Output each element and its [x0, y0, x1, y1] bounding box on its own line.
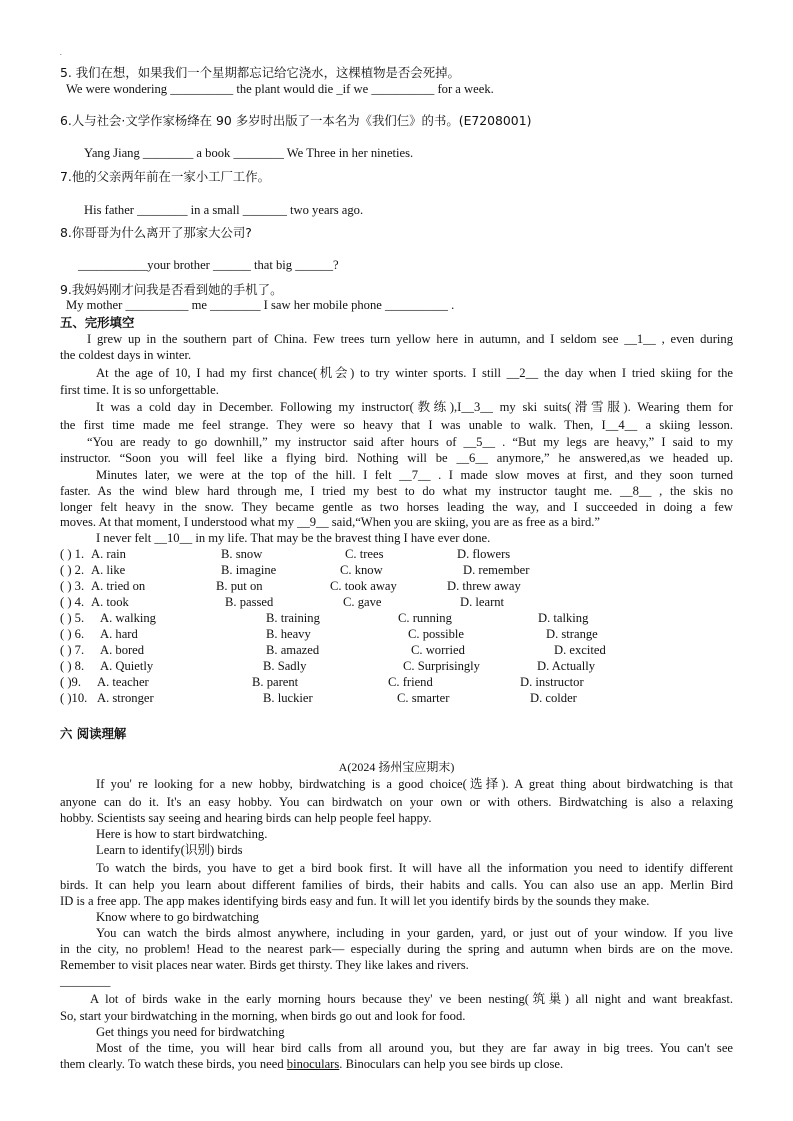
option-b: B. passed — [225, 595, 274, 609]
translation-7-chinese: 7.他的父亲两年前在一家小工厂工作。 — [60, 169, 271, 184]
option-d: D. excited — [554, 643, 606, 657]
passage-subheading: Learn to identify(识别) birds — [96, 843, 243, 857]
passage-line: anyone can do it. It's an easy hobby. You can birdwatch on your own or with others. Birdwatching is also a relaxing — [60, 795, 733, 809]
option-a: A. hard — [100, 627, 138, 641]
option-a: A. walking — [100, 611, 156, 625]
option-c: C. know — [340, 563, 383, 577]
option-number: ( ) 5. — [60, 611, 85, 625]
option-c: C. took away — [330, 579, 397, 593]
passage-line: So, start your birdwatching in the morning, when birds go out and look for food. — [60, 1009, 466, 1023]
option-d: D. instructor — [520, 675, 584, 689]
option-a: A. stronger — [97, 691, 154, 705]
cloze-paragraph-line: At the age of 10, I had my first chance(机会) to try winter sports. I still __2__ the day when I tried skiing for the — [96, 366, 733, 380]
cloze-paragraph-line: faster. As the wind blew hard through me, I tried my best to do what my instructor taught me. __8__ , the skis no — [60, 484, 733, 498]
translation-9-english: My mother __________ me ________ I saw her mobile phone __________ . — [66, 298, 455, 312]
option-c: C. worried — [411, 643, 465, 657]
option-b: B. snow — [221, 547, 263, 561]
translation-8-chinese: 8.你哥哥为什么离开了那家大公司? — [60, 225, 252, 240]
cloze-paragraph-line: the first time made me feel strange. They were so heavy that I was unable to walk. Then, I__4__ a skiing lesson. — [60, 418, 733, 432]
translation-9-chinese: 9.我妈妈刚才问我是否看到她的手机了。 — [60, 282, 283, 297]
passage-line: hobby. Scientists say seeing and hearing birds can help people feel happy. — [60, 811, 432, 825]
page-mark: . — [60, 49, 62, 57]
option-a: A. like — [91, 563, 126, 577]
option-d: D. remember — [463, 563, 530, 577]
option-c: C. gave — [343, 595, 382, 609]
cloze-paragraph-line: first time. It is so unforgettable. — [60, 383, 219, 397]
passage-line: in the city, no problem! Head to the nearest park— especially during the spring and autumn when birds are on the move. — [60, 942, 733, 956]
passage-blank: ________ — [60, 974, 111, 988]
passage-title: A(2024 扬州宝应期末) — [338, 760, 455, 774]
passage-line: If you' re looking for a new hobby, birdwatching is a good choice(选择). A great thing about birdwatching is that — [96, 777, 733, 791]
option-c: C. friend — [388, 675, 433, 689]
translation-6-chinese: 6.人与社会·文学作家杨绛在 90 多岁时出版了一本名为《我们仨》的书。(E7208001) — [60, 113, 532, 128]
passage-line: Here is how to start birdwatching. — [96, 827, 268, 841]
option-b: B. imagine — [221, 563, 277, 577]
option-a: A. tried on — [91, 579, 146, 593]
option-c: C. trees — [345, 547, 384, 561]
translation-5-chinese: 5. 我们在想，如果我们一个星期都忘记给它浇水，这棵植物是否会死掉。 — [60, 65, 460, 80]
option-number: ( ) 3. — [60, 579, 85, 593]
option-c: C. Surprisingly — [403, 659, 480, 673]
passage-subheading: Know where to go birdwatching — [96, 910, 259, 924]
option-a: A. rain — [91, 547, 126, 561]
passage-line — [60, 1057, 563, 1072]
option-c: C. running — [398, 611, 452, 625]
option-d: D. colder — [530, 691, 577, 705]
option-d: D. threw away — [447, 579, 521, 593]
option-b: B. Sadly — [263, 659, 307, 673]
translation-6-english: Yang Jiang ________ a book ________ We Three in her nineties. — [84, 146, 414, 160]
option-d: D. strange — [546, 627, 598, 641]
option-number: ( )10. — [60, 691, 88, 705]
passage-text: them clearly. To watch these birds, you need — [60, 1057, 287, 1071]
option-b: B. luckier — [263, 691, 313, 705]
option-b: B. training — [266, 611, 320, 625]
cloze-paragraph-line: I never felt __10__ in my life. That may be the bravest thing I have ever done. — [96, 531, 491, 545]
translation-7-english: His father ________ in a small _______ two years ago. — [84, 203, 364, 217]
option-number: ( ) 4. — [60, 595, 85, 609]
passage-line: A lot of birds wake in the early morning hours because they' ve been nesting(筑巢) all night and want breakfast. — [90, 992, 733, 1006]
option-number: ( ) 6. — [60, 627, 85, 641]
option-b: B. heavy — [266, 627, 311, 641]
passage-subheading: Get things you need for birdwatching — [96, 1025, 285, 1039]
option-d: D. learnt — [460, 595, 505, 609]
cloze-paragraph-line: Minutes later, we were at the top of the hill. I felt __7__ . I made slow moves at first, and they soon turned — [96, 468, 733, 482]
option-number: ( ) 1. — [60, 547, 85, 561]
passage-line: Remember to visit places near water. Birds get thirsty. They like lakes and rivers. — [60, 958, 469, 972]
cloze-paragraph-line: I grew up in the southern part of China. Few trees turn yellow here in autumn, and I seldom see __1__ , even during — [87, 332, 733, 346]
passage-line: birds. It can help you learn about different families of birds, their habits and calls. You can also use an app. Merlin Bird — [60, 878, 733, 892]
cloze-paragraph-line: longer felt heavy in the snow. They became gentle as two horses leading the way, and I succeeded in doing a few — [60, 500, 733, 514]
passage-line: To watch the birds, you have to get a bird book first. It will have all the information you need to identify different — [96, 861, 733, 875]
translation-8-english: ___________your brother ______ that big ______? — [78, 258, 339, 272]
cloze-heading: 五、完形填空 — [60, 315, 135, 330]
option-a: A. took — [91, 595, 129, 609]
cloze-paragraph-line: It was a cold day in December. Following my instructor(教练),I__3__ my ski suits(滑雪服). Wearing them for — [96, 400, 733, 414]
option-b: B. amazed — [266, 643, 320, 657]
option-number: ( ) 7. — [60, 643, 85, 657]
passage-line: ID is a free app. The app makes identifying birds easy and fun. It will let you identify birds by the sounds they make. — [60, 894, 650, 908]
underlined-word: binoculars — [286, 1057, 340, 1071]
option-number: ( )9. — [60, 675, 81, 689]
option-a: A. Quietly — [100, 659, 154, 673]
option-d: D. flowers — [457, 547, 511, 561]
option-c: C. possible — [408, 627, 464, 641]
reading-heading: 六 阅读理解 — [60, 726, 127, 741]
option-number: ( ) 2. — [60, 563, 85, 577]
option-a: A. bored — [100, 643, 145, 657]
cloze-paragraph-line: instructor. “Soon you will feel like a flying bird. Nothing will be __6__ anymore,” he answered,as we headed up. — [60, 451, 733, 465]
cloze-paragraph-line: moves. At that moment, I understood what my __9__ said,“When you are skiing, you are as free as a bird.” — [60, 515, 600, 529]
option-a: A. teacher — [97, 675, 149, 689]
option-d: D. talking — [538, 611, 589, 625]
passage-line: Most of the time, you will hear bird calls from all around you, but they are far away in big trees. You can't see — [96, 1041, 733, 1055]
passage-line: You can watch the birds almost anywhere, including in your garden, yard, or just out of your window. If you live — [96, 926, 733, 940]
cloze-paragraph-line: “You are ready to go downhill,” my instructor said after hours of __5__ . “But my legs are heavy,” I said to my — [87, 435, 733, 449]
option-c: C. smarter — [397, 691, 450, 705]
cloze-paragraph-line: the coldest days in winter. — [60, 348, 192, 362]
passage-text: . Binoculars can help you see birds up close. — [339, 1057, 564, 1071]
option-b: B. put on — [216, 579, 263, 593]
option-number: ( ) 8. — [60, 659, 85, 673]
option-d: D. Actually — [537, 659, 596, 673]
translation-5-english: We were wondering __________ the plant would die _if we __________ for a week. — [66, 82, 494, 96]
option-b: B. parent — [252, 675, 299, 689]
